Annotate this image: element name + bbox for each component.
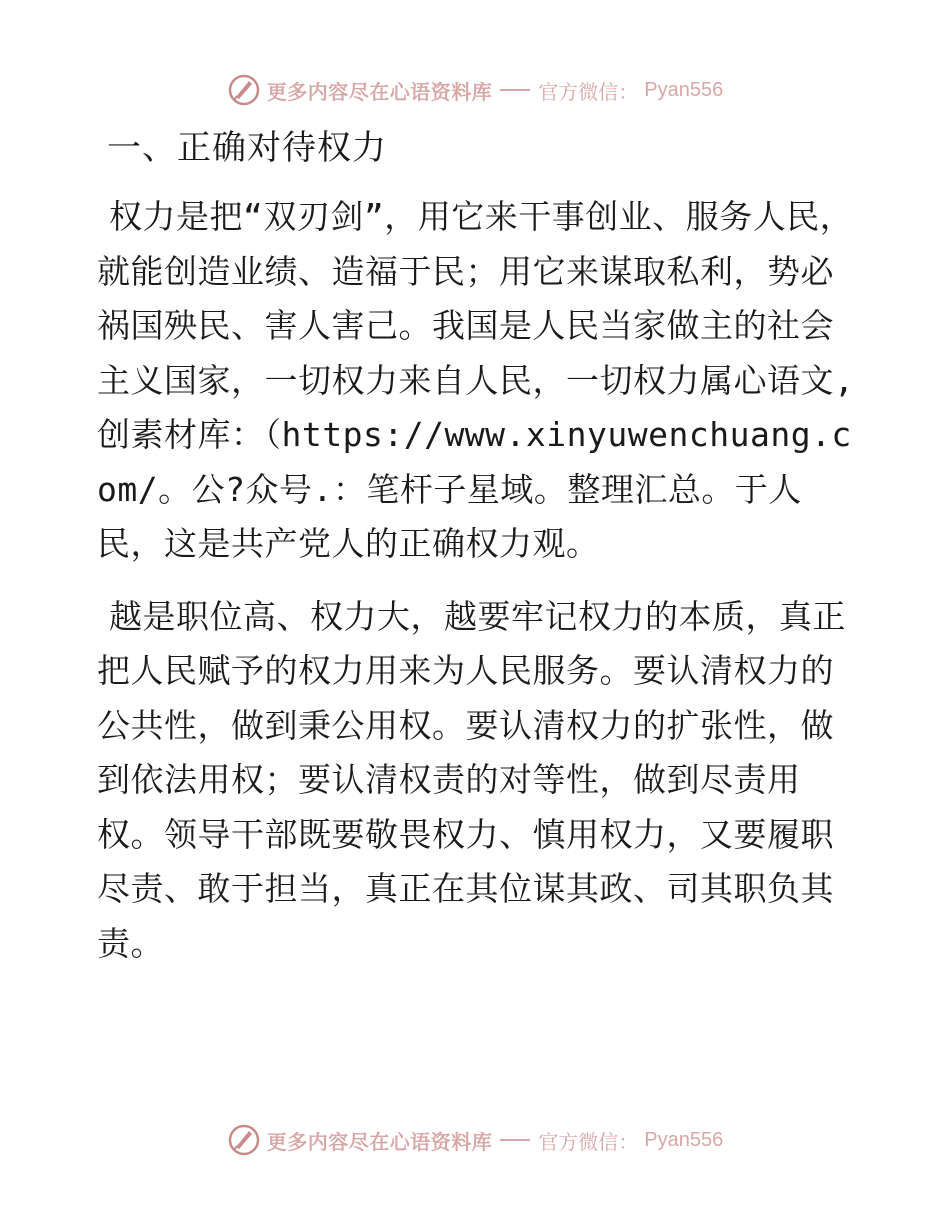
header-banner: [0, 70, 950, 110]
paragraph-1: 权力是把“双刃剑”，用它来干事创业、服务人民，就能创造业绩、造福于民；用它来谋取私利，势必祸国殃民、害人害己。我国是人民当家做主的社会主义国家，一切权力来自人民，一切权力属心语文,创素材库：（https://www.xinyuwenchuang.com/。公?众号.：笔杆子星域。整理汇总。于人民，这是共产党人的正确权力观。: [97, 197, 855, 563]
banner-divider: [500, 1139, 530, 1141]
document-body: [97, 120, 857, 989]
banner-title: 更多内容尽在心语资料库: [266, 1129, 493, 1154]
banner-inner: [227, 1123, 723, 1157]
banner-divider: [500, 89, 530, 91]
section-heading: 一、正确对待权力: [107, 128, 387, 168]
quill-logo-icon: [227, 73, 261, 107]
banner-wechat-label: 官方微信：: [538, 79, 639, 104]
quill-logo-icon: [227, 1123, 261, 1157]
banner-wechat-id: Pyan556: [644, 1128, 724, 1151]
paragraph-2: 越是职位高、权力大，越要牢记权力的本质，真正把人民赋予的权力用来为人民服务。要认清权力的公共性，做到秉公用权。要认清权力的扩张性，做到依法用权；要认清权责的对等性，做到尽责用权。领导干部既要敬畏权力、慎用权力，又要履职尽责、敢于担当，真正在其位谋其政、司其职负其责。: [97, 596, 846, 963]
banner-title: 更多内容尽在心语资料库: [266, 79, 493, 104]
banner-wechat-label: 官方微信：: [538, 1129, 639, 1154]
banner-wechat-id: Pyan556: [644, 78, 724, 101]
footer-banner: [0, 1120, 950, 1160]
banner-inner: [227, 73, 723, 107]
